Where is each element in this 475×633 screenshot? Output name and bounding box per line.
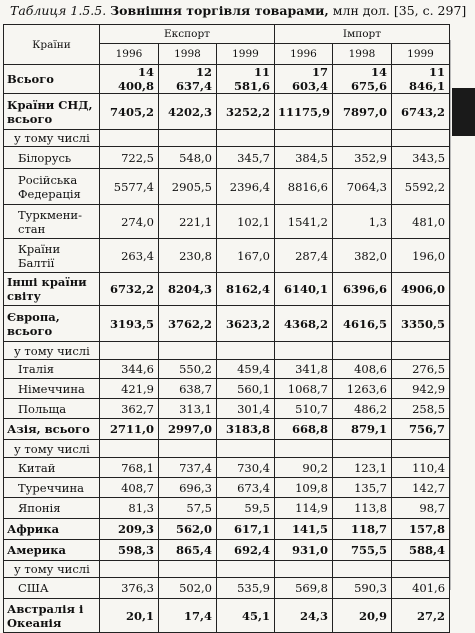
value-cell: 3183,8 — [217, 419, 275, 440]
row-label: Туркмени- стан — [4, 205, 100, 239]
page-side-tab — [452, 88, 475, 136]
table-row — [4, 306, 450, 342]
value-cell: 11175,9 — [275, 94, 333, 130]
row-label: Туреччина — [4, 478, 100, 498]
table-row — [4, 360, 450, 379]
value-cell: 157,8 — [392, 519, 450, 540]
empty-cell — [159, 342, 217, 360]
value-cell: 230,8 — [159, 239, 217, 273]
value-cell: 20,9 — [333, 599, 392, 633]
row-label: у тому числі — [4, 130, 100, 147]
value-cell: 343,5 — [392, 147, 450, 169]
value-cell: 638,7 — [159, 379, 217, 399]
value-cell: 7064,3 — [333, 169, 392, 205]
value-cell: 109,8 — [275, 478, 333, 498]
empty-cell — [392, 130, 450, 147]
value-cell: 341,8 — [275, 360, 333, 379]
value-cell: 569,8 — [275, 578, 333, 599]
value-cell: 344,6 — [100, 360, 159, 379]
trade-table — [3, 24, 450, 633]
value-cell: 548,0 — [159, 147, 217, 169]
table-row — [4, 65, 450, 94]
value-cell: 167,0 — [217, 239, 275, 273]
value-cell: 4906,0 — [392, 273, 450, 306]
value-cell: 673,4 — [217, 478, 275, 498]
value-cell: 287,4 — [275, 239, 333, 273]
row-label: Країни СНД, всього — [4, 94, 100, 130]
value-cell: 2396,4 — [217, 169, 275, 205]
value-cell: 17 603,4 — [275, 65, 333, 94]
value-cell: 4616,5 — [333, 306, 392, 342]
table-row — [4, 519, 450, 540]
value-cell: 376,3 — [100, 578, 159, 599]
value-cell: 8816,6 — [275, 169, 333, 205]
value-cell: 142,7 — [392, 478, 450, 498]
empty-cell — [392, 440, 450, 458]
value-cell: 7897,0 — [333, 94, 392, 130]
empty-cell — [275, 342, 333, 360]
value-cell: 459,4 — [217, 360, 275, 379]
value-cell: 11 581,6 — [217, 65, 275, 94]
value-cell: 274,0 — [100, 205, 159, 239]
value-cell: 931,0 — [275, 540, 333, 561]
value-cell: 57,5 — [159, 498, 217, 519]
empty-cell — [217, 561, 275, 578]
value-cell: 3193,5 — [100, 306, 159, 342]
row-label: Країни Балтії — [4, 239, 100, 273]
table-row — [4, 169, 450, 205]
empty-cell — [100, 342, 159, 360]
value-cell: 263,4 — [100, 239, 159, 273]
header-countries: Країни — [4, 25, 100, 65]
value-cell: 598,3 — [100, 540, 159, 561]
value-cell: 98,7 — [392, 498, 450, 519]
empty-cell — [392, 342, 450, 360]
value-cell: 5592,2 — [392, 169, 450, 205]
empty-cell — [275, 561, 333, 578]
row-label: Всього — [4, 65, 100, 94]
value-cell: 258,5 — [392, 399, 450, 419]
row-label: Польща — [4, 399, 100, 419]
value-cell: 588,4 — [392, 540, 450, 561]
value-cell: 345,7 — [217, 147, 275, 169]
row-label: Японія — [4, 498, 100, 519]
empty-cell — [217, 130, 275, 147]
value-cell: 617,1 — [217, 519, 275, 540]
value-cell: 535,9 — [217, 578, 275, 599]
empty-cell — [159, 561, 217, 578]
value-cell: 141,5 — [275, 519, 333, 540]
value-cell: 113,8 — [333, 498, 392, 519]
value-cell: 408,6 — [333, 360, 392, 379]
caption-title: Зовнішня торгівля товарами, — [110, 3, 329, 18]
caption-prefix: Таблиця 1.5.5. — [10, 3, 107, 18]
value-cell: 486,2 — [333, 399, 392, 419]
empty-cell — [392, 561, 450, 578]
table-row — [4, 578, 450, 599]
row-label: Італія — [4, 360, 100, 379]
empty-cell — [100, 440, 159, 458]
empty-cell — [159, 440, 217, 458]
value-cell: 135,7 — [333, 478, 392, 498]
row-label: Російська Федерація — [4, 169, 100, 205]
section-row — [4, 342, 450, 360]
value-cell: 221,1 — [159, 205, 217, 239]
value-cell: 209,3 — [100, 519, 159, 540]
empty-cell — [159, 130, 217, 147]
caption-suffix: млн дол. [35, с. 297] — [332, 3, 467, 18]
value-cell: 81,3 — [100, 498, 159, 519]
page-edge-line — [450, 40, 451, 590]
header-year: 1996 — [100, 44, 159, 65]
empty-cell — [275, 130, 333, 147]
value-cell: 3623,2 — [217, 306, 275, 342]
value-cell: 5577,4 — [100, 169, 159, 205]
section-row — [4, 440, 450, 458]
value-cell: 1,3 — [333, 205, 392, 239]
value-cell: 696,3 — [159, 478, 217, 498]
empty-cell — [333, 342, 392, 360]
table-row — [4, 419, 450, 440]
value-cell: 737,4 — [159, 458, 217, 478]
table-row — [4, 94, 450, 130]
header-export: Експорт — [100, 25, 275, 44]
value-cell: 401,6 — [392, 578, 450, 599]
value-cell: 668,8 — [275, 419, 333, 440]
value-cell: 768,1 — [100, 458, 159, 478]
value-cell: 3350,5 — [392, 306, 450, 342]
value-cell: 481,0 — [392, 205, 450, 239]
value-cell: 24,3 — [275, 599, 333, 633]
value-cell: 865,4 — [159, 540, 217, 561]
value-cell: 301,4 — [217, 399, 275, 419]
value-cell: 276,5 — [392, 360, 450, 379]
value-cell: 110,4 — [392, 458, 450, 478]
table-row — [4, 205, 450, 239]
section-row — [4, 130, 450, 147]
value-cell: 123,1 — [333, 458, 392, 478]
value-cell: 313,1 — [159, 399, 217, 419]
table-row — [4, 599, 450, 633]
row-label: у тому числі — [4, 561, 100, 578]
value-cell: 3762,2 — [159, 306, 217, 342]
value-cell: 4202,3 — [159, 94, 217, 130]
value-cell: 27,2 — [392, 599, 450, 633]
value-cell: 17,4 — [159, 599, 217, 633]
value-cell: 12 637,4 — [159, 65, 217, 94]
value-cell: 756,7 — [392, 419, 450, 440]
empty-cell — [333, 561, 392, 578]
value-cell: 384,5 — [275, 147, 333, 169]
value-cell: 11 846,1 — [392, 65, 450, 94]
value-cell: 20,1 — [100, 599, 159, 633]
value-cell: 6140,1 — [275, 273, 333, 306]
header-year: 1999 — [217, 44, 275, 65]
value-cell: 755,5 — [333, 540, 392, 561]
table-row — [4, 273, 450, 306]
header-year: 1996 — [275, 44, 333, 65]
value-cell: 510,7 — [275, 399, 333, 419]
value-cell: 382,0 — [333, 239, 392, 273]
value-cell: 692,4 — [217, 540, 275, 561]
row-label: Африка — [4, 519, 100, 540]
value-cell: 722,5 — [100, 147, 159, 169]
table-row — [4, 239, 450, 273]
table-row — [4, 478, 450, 498]
empty-cell — [100, 561, 159, 578]
value-cell: 59,5 — [217, 498, 275, 519]
value-cell: 730,4 — [217, 458, 275, 478]
empty-cell — [333, 440, 392, 458]
value-cell: 8162,4 — [217, 273, 275, 306]
header-year: 1998 — [333, 44, 392, 65]
table-caption — [10, 3, 470, 18]
value-cell: 2905,5 — [159, 169, 217, 205]
value-cell: 90,2 — [275, 458, 333, 478]
value-cell: 6396,6 — [333, 273, 392, 306]
empty-cell — [217, 440, 275, 458]
value-cell: 14 400,8 — [100, 65, 159, 94]
value-cell: 590,3 — [333, 578, 392, 599]
table-row — [4, 379, 450, 399]
table-row — [4, 540, 450, 561]
row-label: Білорусь — [4, 147, 100, 169]
value-cell: 408,7 — [100, 478, 159, 498]
row-label: Китай — [4, 458, 100, 478]
header-row-groups — [4, 25, 450, 44]
empty-cell — [100, 130, 159, 147]
value-cell: 102,1 — [217, 205, 275, 239]
value-cell: 560,1 — [217, 379, 275, 399]
value-cell: 879,1 — [333, 419, 392, 440]
value-cell: 6743,2 — [392, 94, 450, 130]
value-cell: 1068,7 — [275, 379, 333, 399]
value-cell: 1263,6 — [333, 379, 392, 399]
empty-cell — [217, 342, 275, 360]
value-cell: 362,7 — [100, 399, 159, 419]
value-cell: 2997,0 — [159, 419, 217, 440]
value-cell: 45,1 — [217, 599, 275, 633]
value-cell: 942,9 — [392, 379, 450, 399]
row-label: у тому числі — [4, 440, 100, 458]
value-cell: 352,9 — [333, 147, 392, 169]
header-year: 1999 — [392, 44, 450, 65]
value-cell: 196,0 — [392, 239, 450, 273]
table-row — [4, 498, 450, 519]
header-year: 1998 — [159, 44, 217, 65]
value-cell: 14 675,6 — [333, 65, 392, 94]
empty-cell — [275, 440, 333, 458]
value-cell: 2711,0 — [100, 419, 159, 440]
table-row — [4, 399, 450, 419]
value-cell: 118,7 — [333, 519, 392, 540]
empty-cell — [333, 130, 392, 147]
row-label: Європа, всього — [4, 306, 100, 342]
value-cell: 7405,2 — [100, 94, 159, 130]
row-label: Австралія і Океанія — [4, 599, 100, 633]
row-label: США — [4, 578, 100, 599]
value-cell: 8204,3 — [159, 273, 217, 306]
value-cell: 6732,2 — [100, 273, 159, 306]
section-row — [4, 561, 450, 578]
value-cell: 502,0 — [159, 578, 217, 599]
value-cell: 1541,2 — [275, 205, 333, 239]
table-row — [4, 147, 450, 169]
value-cell: 562,0 — [159, 519, 217, 540]
header-import: Імпорт — [275, 25, 450, 44]
row-label: Америка — [4, 540, 100, 561]
row-label: Азія, всього — [4, 419, 100, 440]
row-label: у тому числі — [4, 342, 100, 360]
value-cell: 4368,2 — [275, 306, 333, 342]
value-cell: 114,9 — [275, 498, 333, 519]
value-cell: 3252,2 — [217, 94, 275, 130]
value-cell: 421,9 — [100, 379, 159, 399]
row-label: Інші країни світу — [4, 273, 100, 306]
row-label: Німеччина — [4, 379, 100, 399]
value-cell: 550,2 — [159, 360, 217, 379]
table-row — [4, 458, 450, 478]
